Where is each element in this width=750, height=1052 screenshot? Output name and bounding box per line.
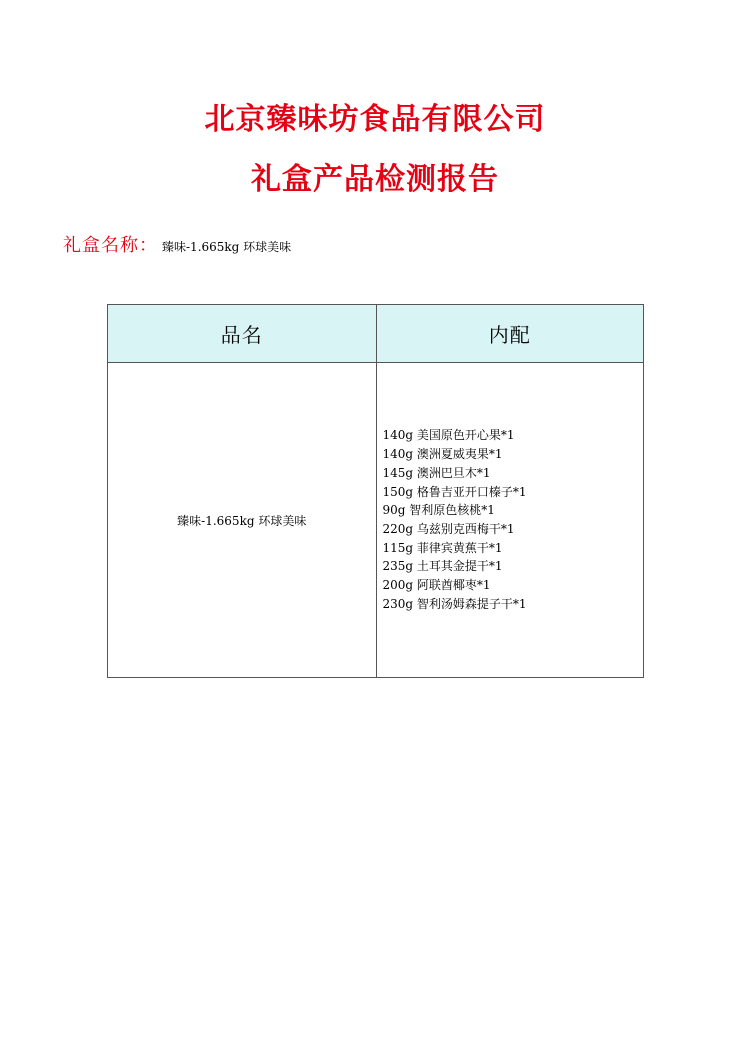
table-header-row (108, 305, 644, 363)
list-item: 140g 澳洲夏威夷果*1 (382, 447, 503, 462)
contents-cell (376, 363, 644, 678)
column-header-contents: 内配 (376, 305, 644, 363)
contents-list (383, 426, 644, 613)
product-table (107, 304, 644, 678)
table-row (108, 363, 644, 678)
list-item: 220g 乌兹别克西梅干*1 (382, 522, 515, 536)
list-item: 90g 智利原色核桃*1 (382, 503, 495, 518)
product-name-cell: 臻味-1.665kg 环球美味 (108, 363, 377, 678)
list-item: 140g 美国原色开心果*1 (382, 428, 515, 443)
gift-box-name-label: 礼盒名称： (63, 235, 158, 256)
list-item: 200g 阿联酋椰枣*1 (382, 578, 491, 593)
list-item: 230g 智利汤姆森提子干*1 (382, 596, 527, 611)
list-item: 115g 菲律宾黄蕉干*1 (382, 540, 503, 555)
list-item: 145g 澳洲巴旦木*1 (382, 465, 491, 480)
list-item: 150g 格鲁吉亚开口榛子*1 (382, 484, 527, 499)
list-item: 235g 土耳其金提干*1 (382, 559, 503, 574)
report-title: 礼盒产品检测报告 (251, 162, 499, 197)
gift-box-name-row (63, 234, 291, 259)
company-name: 北京臻味坊食品有限公司 (204, 102, 546, 137)
column-header-product-name: 品名 (108, 305, 377, 363)
gift-box-name-value: 臻味-1.665kg 环球美味 (162, 240, 292, 254)
